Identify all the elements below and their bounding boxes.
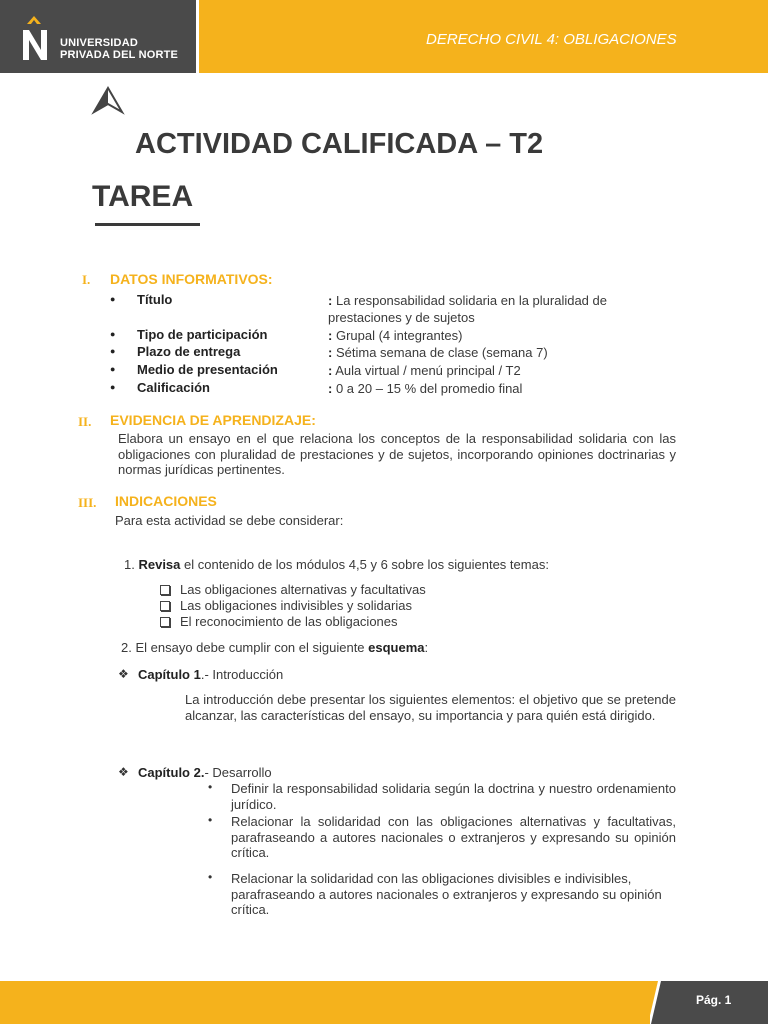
logo-text xyxy=(60,37,178,61)
diamond-bullet-icon: ❖ xyxy=(118,765,129,779)
section3-intro: Para esta actividad se debe considerar: xyxy=(115,513,344,528)
indication-item-1: 1. Revisa el contenido de los módulos 4,5 y 6 sobre los siguientes temas: xyxy=(124,557,549,572)
chapter1-heading: Capítulo 1.- Introducción xyxy=(138,667,284,682)
course-title: DERECHO CIVIL 4: OBLIGACIONES xyxy=(426,31,677,48)
section2-number: II. xyxy=(78,414,92,429)
bullet-icon: ● xyxy=(110,329,116,339)
info-value: : Sétima semana de clase (semana 7) xyxy=(328,345,548,360)
footer-bar xyxy=(0,981,660,1024)
logo-line1: UNIVERSIDAD xyxy=(60,37,138,49)
info-value: : Grupal (4 integrantes) xyxy=(328,328,463,343)
section2-text: Elabora un ensayo en el que relaciona los conceptos de la responsabilidad solidaria con las obligaciones con pluralidad de prestaciones y de sujetos, incorporando opiniones doctrinarias y normas jurídicas pertinentes. xyxy=(118,431,676,477)
info-label: Título xyxy=(137,292,173,307)
indication-item-2: 2. El ensayo debe cumplir con el siguiente esquema: xyxy=(121,640,429,655)
small-bullet-icon: • xyxy=(208,813,213,827)
info-label: Calificación xyxy=(137,380,210,395)
logo-line2: PRIVADA DEL NORTE xyxy=(60,49,179,61)
bullet-icon: ● xyxy=(110,364,116,374)
bullet-icon: ● xyxy=(110,294,116,304)
section3-heading: INDICACIONES xyxy=(115,493,217,509)
page-number: Pág. 1 xyxy=(696,993,732,1007)
info-label: Plazo de entrega xyxy=(137,344,241,359)
small-bullet-icon: • xyxy=(208,780,213,794)
page-subtitle: TAREA xyxy=(92,180,194,213)
checkbox-icon xyxy=(160,617,170,627)
page-title: ACTIVIDAD CALIFICADA – T2 xyxy=(135,128,544,160)
chapter2-heading: Capítulo 2.- Desarrollo xyxy=(138,765,272,780)
arrow-icon xyxy=(90,86,126,116)
upn-logo-icon xyxy=(17,16,51,62)
checkbox-icon xyxy=(160,601,170,611)
chapter1-text: La introducción debe presentar los siguientes elementos: el objetivo que se pretende alcanzar, las características del ensayo, su importancia y para quién está dirigido. xyxy=(185,692,676,723)
bullet-icon: ● xyxy=(110,346,116,356)
section1-number: I. xyxy=(82,272,91,287)
checkbox-icon xyxy=(160,585,170,595)
info-label: Medio de presentación xyxy=(137,362,278,377)
info-label: Tipo de participación xyxy=(137,327,268,342)
page-header xyxy=(0,0,768,73)
topic-item: Las obligaciones alternativas y facultativas xyxy=(160,582,426,597)
info-value: : Aula virtual / menú principal / T2 xyxy=(328,363,521,378)
info-value: : La responsabilidad solidaria en la pluralidad de prestaciones y de sujetos xyxy=(328,293,607,325)
small-bullet-icon: • xyxy=(208,870,213,884)
university-logo xyxy=(0,0,196,73)
section3-number: III. xyxy=(78,495,97,510)
bullet-icon: ● xyxy=(110,382,116,392)
chapter2-point: Relacionar la solidaridad con las obligaciones alternativas y facultativas, parafraseando a autores nacionales o extranjeros y expresando su opinión crítica. xyxy=(231,814,676,860)
chapter2-point: Relacionar la solidaridad con las obligaciones divisibles e indivisibles, parafraseando a autores nacionales o extranjeros y expresando su opinión crítica. xyxy=(231,871,662,917)
chapter2-point: Definir la responsabilidad solidaria según la doctrina y nuestro ordenamiento jurídico. xyxy=(231,781,676,812)
subtitle-underline xyxy=(95,223,200,226)
section1-heading: DATOS INFORMATIVOS: xyxy=(110,271,273,287)
section2-heading: EVIDENCIA DE APRENDIZAJE: xyxy=(110,412,316,428)
info-value: : 0 a 20 – 15 % del promedio final xyxy=(328,381,523,396)
footer-divider xyxy=(650,981,670,1024)
topic-item: Las obligaciones indivisibles y solidarias xyxy=(160,598,412,613)
topic-item: El reconocimiento de las obligaciones xyxy=(160,614,398,629)
diamond-bullet-icon: ❖ xyxy=(118,667,129,681)
